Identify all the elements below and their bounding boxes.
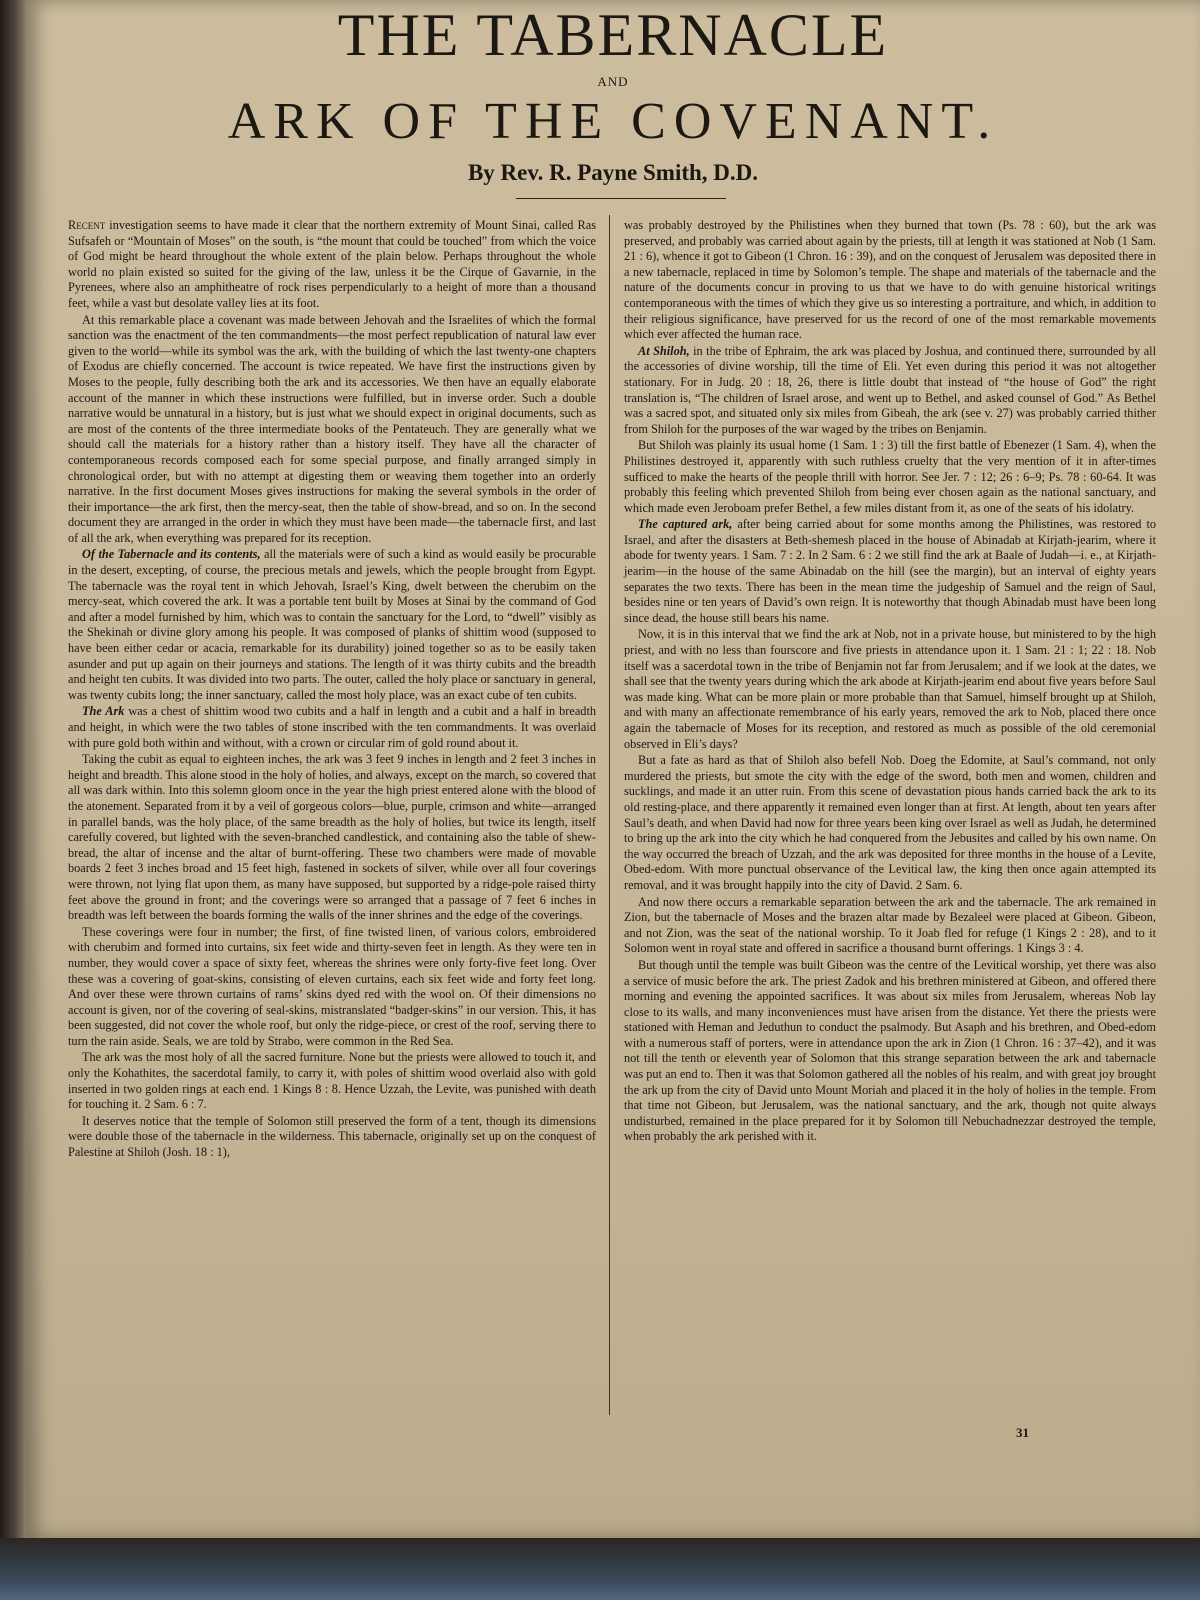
paragraph: It deserves notice that the temple of Solomon still preserved the form of a tent, though its dimensions were double those of the tabernacle in the wilderness. This tabernacle, originally set up on the conquest of Palestine at Shiloh (Josh. 18 : 1), [68,1113,596,1160]
section-heading: The Ark [82,704,125,719]
paragraph: The ark was the most holy of all the sacred furniture. None but the priests were allowed to touch it, and only the Kohathites, the sacerdotal family, to carry it, with poles of shittim wood overlaid also with gold inserted in two golden rings at each end. 1 Kings 8 : 8. Hence Uzzah, the Levite, was punished with death for touching it. 2 Sam. 6 : 7. [68,1050,596,1112]
paragraph: At this remarkable place a covenant was made between Jehovah and the Israelites of which the formal sanction was the enactment of the ten commandments—the most perfect republication of natural law ever given to the world—while its symbol was the ark, with the building of which the last twenty-one chapters of Exodus are chiefly concerned. The account is twice repeated. We have first the instructions given by Moses to the people, fully describing both the ark and its accessories. We then have an equally elaborate account of the manner in which these instructions were fulfilled, but in inverse order. Such a double narrative would be unnatural in a history, but is just what we should expect in original documents, such as are most of the contents of the three intermediate books of the Pentateuch. They are generally what we should call the materials for a history rather than a history itself. They have all the character of contemporaneous records composed each for some special purpose, and finally arranged simply in chronological order, but with no attempt at digesting them or weaving them together into an orderly narrative. In the first document Moses gives instructions for making the several symbols in the order of their importance—the ark first, then the mercy-seat, then the table of show-bread, and so on. In the second document they are arranged in the order in which they must have been made—the tabernacle first, and last of all the ark, when everything was prepared for its reception. [68,312,596,545]
title-conjunction: AND [597,74,629,89]
left-column [68,218,596,1162]
section-heading: At Shiloh, [638,343,690,358]
paragraph-text: all the materials were of such a kind as would easily be procurable in the desert, excepting, of course, the precious metals and jewels, which the people brought from Egypt. The tabernacle was the royal tent in which Jehovah, Israel’s King, dwelt between the cherubim on the mercy-seat, which covered the ark. It was a portable tent built by Moses at Sinai by the command of God and after a model furnished by him, which was to contain the sanctuary for the Lord, to “dwell” visibly as the Shekinah or divine glory among his people. It was composed of planks of shittim wood (supposed to have been either cedar or acacia, remarkable for its durability) joined together so as to be easily taken asunder and put up again on their journeys and stations. The length of it was thirty cubits and the breadth and height ten cubits. It was divided into two parts. The outer, called the holy place or sanctuary in general, was twenty cubits long; the inner sanctuary, called the most holy place, was an exact cube of ten cubits. [68,547,596,702]
paragraph [624,517,1156,626]
paragraph [68,704,596,751]
page-number: 31 [1016,1425,1029,1440]
paragraph-text: investigation seems to have made it clear that the northern extremity of Mount Sinai, called Ras Sufsafeh or “Mountain of Moses” on the south, is “the mount that could be touched” from which the voice of God might be heard throughout the whole extent of the plain below. Perhaps throughout the whole world no plain existed so suited for the giving of the law, unless it be the Cirque of Gavarnie, in the Pyrenees, where also an amphitheatre of rock rises perpendicularly to a height of more than a thousand feet, while a vast but desolate valley lies at its foot. [68,218,596,310]
title-rule [516,198,726,199]
paragraph: These coverings were four in number; the first, of fine twisted linen, of various colors, embroidered with cherubim and formed into curtains, six feet wide and thirty-seven feet in length. As they were ten in number, they would cover a space of sixty feet, whereas the shrines were only forty-five feet long. Over these was a covering of goat-skins, consisting of eleven curtains, each six feet wide and forty feet long. And over these were thrown curtains of rams’ skins dyed red with the wool on. Of their dimensions no account is given, nor of the covering of seal-skins, mistranslated “badger-skins” in our version. This, it has been suggested, did not cover the whole roof, but only the ridge-piece, or crest of the roof, serving there to turn the rain aside. Seals, we are told by Strabo, were common in the Red Sea. [68,924,596,1048]
paragraph: But a fate as hard as that of Shiloh also befell Nob. Doeg the Edomite, at Saul’s command, not only murdered the priests, but smote the city with the edge of the sword, both men and women, children and sucklings, and made it an utter ruin. From this scene of devastation pious hands carried back the ark to its old resting-place, and there apparently it remained even longer than at first. At length, about ten years after Saul’s death, and when David had now for three years been king over Israel as well as Judah, he determined to bring up the ark into the city which he had conquered from the Jebusites and called by his own name. On the way occurred the breach of Uzzah, and the ark was deposited for three months in the house of a Levite, Obed-edom. With more punctual observance of the Levitical law, the king then once again attempted its removal, and it was brought happily into the city of David. 2 Sam. 6. [624,753,1156,892]
column-divider [609,215,610,1415]
article-title: THE TABERNACLE [337,2,889,68]
paragraph: And now there occurs a remarkable separation between the ark and the tabernacle. The ark remained in Zion, but the tabernacle of Moses and the brazen altar made by Bezaleel were placed at Gibeon. Gibeon, and not Zion, was the seat of the national worship. To it Joab fled for refuge (1 Kings 2 : 28), and to it Solomon went in royal state and offered in sacrifice a thousand burnt offerings. 1 Kings 3 : 4. [624,894,1156,956]
background-floor [0,1538,1200,1600]
book-spine [0,0,26,1600]
paragraph-text: after being carried about for some months among the Philistines, was restored to Israel, and after the disasters at Beth-shemesh placed in the house of Abinadab at Kirjath-jearim, where it abode for twenty years. 1 Sam. 7 : 2. In 2 Sam. 6 : 2 we still find the ark at Baale of Judah—i. e., at Kirjath-jearim—in the house of the same Abinadab on the hill (see the margin), but an interval of eighty years separates the two texts. There has been in the mean time the judgeship of Samuel and the reign of Saul, besides nine or ten years of David’s own reign. It is noteworthy that though Abinadab must have been long since dead, the house still bears his name. [624,517,1157,625]
paragraph-text: in the tribe of Ephraim, the ark was placed by Joshua, and continued there, surrounded by all the accessories of divine worship, till the time of Eli. Yet even during this period it was not altogether stationary. For in Judg. 20 : 18, 26, there is little doubt that instead of “the house of God” the right translation is, “The children of Israel arose, and went up to Bethel, and asked counsel of God.” As Bethel was a sacred spot, and situated only six miles from Gibeah, the ark (see v. 27) was probably carried thither from Shiloh for the purposes of the war waged by the tribes on Benjamin. [624,343,1157,436]
paragraph: was probably destroyed by the Philistines when they burned that town (Ps. 78 : 60), but the ark was preserved, and probably was carried about again by the priests, till at length it was stationed at Nob (1 Sam. 21 : 6), whence it got to Gibeon (1 Chron. 16 : 39), and on the conquest of Jerusalem was deposited there in a new tabernacle, replaced in time by Solomon’s temple. The shape and materials of the tabernacle and the nature of the documents concur in proving to us that we have to do with genuine historical writings contemporaneous with the times of which they give us so interesting a portraiture, and which, in addition to their religious significance, have preserved for us the record of one of the most remarkable movements which ever affected the human race. [624,218,1156,342]
drop-lead: Recent [68,218,106,232]
author-byline: By Rev. R. Payne Smith, D.D. [467,160,759,185]
paragraph: But Shiloh was plainly its usual home (1 Sam. 1 : 3) till the first battle of Ebenezer (1 Sam. 4), when the Philistines destroyed it, apparently with such ruthless cruelty that the very mention of it in after-times sufficed to make the hearts of the people thrill with horror. See Jer. 7 : 12; 26 : 6–9; Ps. 78 : 60-64. It was probably this feeling which prevented Shiloh from being ever chosen again as the national sanctuary, and which made even Jeroboam prefer Bethel, a few miles distant from it, as one of the seats of his idolatry. [624,438,1156,515]
paragraph: Taking the cubit as equal to eighteen inches, the ark was 3 feet 9 inches in length and 2 feet 3 inches in height and breadth. This alone stood in the holy of holies, and always, except on the march, so covered that all was dark within. Into this solemn gloom once in the year the high priest entered alone with the blood of the atonement. Separated from it by a veil of gorgeous colors—blue, purple, crimson and white—arranged in parallel bands, was the holy place, of the same breadth as the holy of holies, but twice its length, itself carefully covered, but lighted with the seven-branched candlestick, and containing also the table of shew-bread, the altar of incense and the altar of burnt-offering. These two chambers were made of movable boards 2 feet 3 inches broad and 15 feet high, fastened in sockets of silver, while over all four coverings were thrown, not lying flat upon them, as many have supposed, but supported by a ridge-pole raised thirty feet above the ground in front; and the coverings were so arranged that a passage of 7 feet 6 inches in breadth was left between the boards forming the walls of the inner shrines and the edge of the coverings. [68,752,596,923]
paragraph [624,344,1156,438]
section-heading: The captured ark, [638,517,733,532]
right-column [624,218,1156,1146]
paragraph: But though until the temple was built Gibeon was the centre of the Levitical worship, yet there was also a service of music before the ark. The priest Zadok and his brethren ministered at Gibeon, and offered there morning and evening the appointed sacrifices. It was about six miles from Jerusalem, whereas Nob lay close to its walls, and many inconveniences must have arisen from the distance. Yet there the priests were stationed with Heman and Jeduthun to conduct the psalmody. But Asaph and his brethren, and Obed-edom with a numerous staff of porters, were in attendance upon the ark in Zion (1 Chron. 16 : 37–42), and it was not till the tenth or eleventh year of Solomon that this strange separation between the ark and tabernacle was put an end to. Then it was that Solomon gathered all the nobles of his realm, and with great joy brought the ark up from the city of David unto Mount Moriah and placed it in the holy of holies in the temple. From that time not Gibeon, but Jerusalem, was the national sanctuary, and the ark, though not quite always undisturbed, remained in the place prepared for it by Solomon till Nebuchadnezzar destroyed the temple, when probably the ark perished with it. [624,957,1156,1144]
paragraph [68,547,596,703]
paragraph-text: was a chest of shittim wood two cubits and a half in length and a cubit and a half in breadth and height, in which were the two tables of stone inscribed with the ten commandments. It was overlaid with pure gold both within and without, with a crown or circular rim of gold round about it. [68,704,597,750]
section-heading: Of the Tabernacle and its contents, [82,547,261,562]
book-page [26,0,1200,1538]
paragraph: Now, it is in this interval that we find the ark at Nob, not in a private house, but ministered to by the high priest, and with no less than fourscore and five priests in attendance upon it. 1 Sam. 21 : 1; 22 : 18. Nob itself was a sacerdotal town in the tribe of Benjamin not far from Jerusalem; and if we look at the dates, we shall see that the twenty years during which the ark abode at Kirjath-jearim end about five years before Saul was made king. What can be more plain or more probable than that Samuel, himself brought up at Shiloh, and with many an affectionate remembrance of his early years, removed the ark to Nob, placed there once again the tabernacle of Moses for its reception, and restored as much as possible of the old ceremonial observed in Eli’s days? [624,627,1156,751]
article-subtitle: ARK OF THE COVENANT. [227,93,999,150]
paragraph [68,218,596,312]
